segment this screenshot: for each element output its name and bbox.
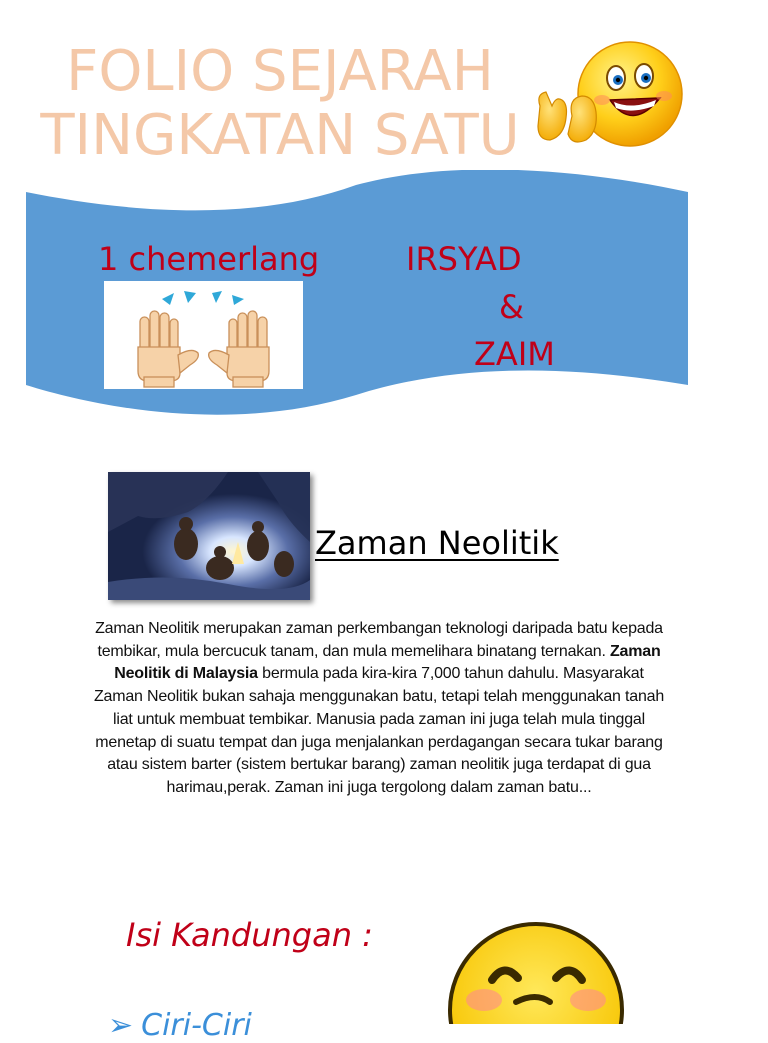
winking-emoji-icon [532, 36, 688, 156]
page-title [20, 40, 540, 168]
paragraph-text-2: bermula pada kira-kira 7,000 tahun dahulu. Masyarakat Zaman Neolitik bukan sahaja menggunakan batu, tetapi telah menggunakan tanah liat untuk membuat tembikar. Manusia pada zaman ini juga telah mula tinggal menetap di suatu tempat dan juga menjalankan perdagangan secara tukar barang atau sistem barter (sistem bertukar barang) zaman neolitik juga terdapat di gua harimau,perak. Zaman ini juga tergolong dalam zaman batu... [93, 665, 665, 796]
toc-item[interactable] [108, 1008, 252, 1043]
neolithic-cave-image [108, 472, 310, 600]
student-name-2: ZAIM [474, 335, 555, 373]
student-name-1: IRSYAD [406, 240, 522, 278]
raised-hands-icon [104, 281, 303, 389]
raised-hands-image [104, 281, 303, 389]
section-paragraph [92, 618, 666, 800]
laughing-emoji-icon [446, 918, 628, 1024]
section-title: Zaman Neolitik [315, 524, 559, 562]
arrow-bullet-icon: ➢ [108, 1008, 134, 1043]
ampersand: & [499, 288, 524, 326]
paragraph-text-1: Zaman Neolitik merupakan zaman perkembangan teknologi daripada batu kepada tembikar, mula bercucuk tanam, dan mula memelihara binatang ternakan. [95, 620, 663, 660]
toc-heading: Isi Kandungan : [126, 916, 373, 954]
class-name: 1 chemerlang [98, 240, 320, 278]
title-line-2: TINGKATAN SATU [40, 103, 520, 168]
toc-item-label: Ciri-Ciri [141, 1008, 252, 1043]
paragraph-bold-text: Zaman Neolitik di Malaysia [114, 642, 661, 683]
title-line-1: FOLIO SEJARAH [66, 39, 494, 104]
